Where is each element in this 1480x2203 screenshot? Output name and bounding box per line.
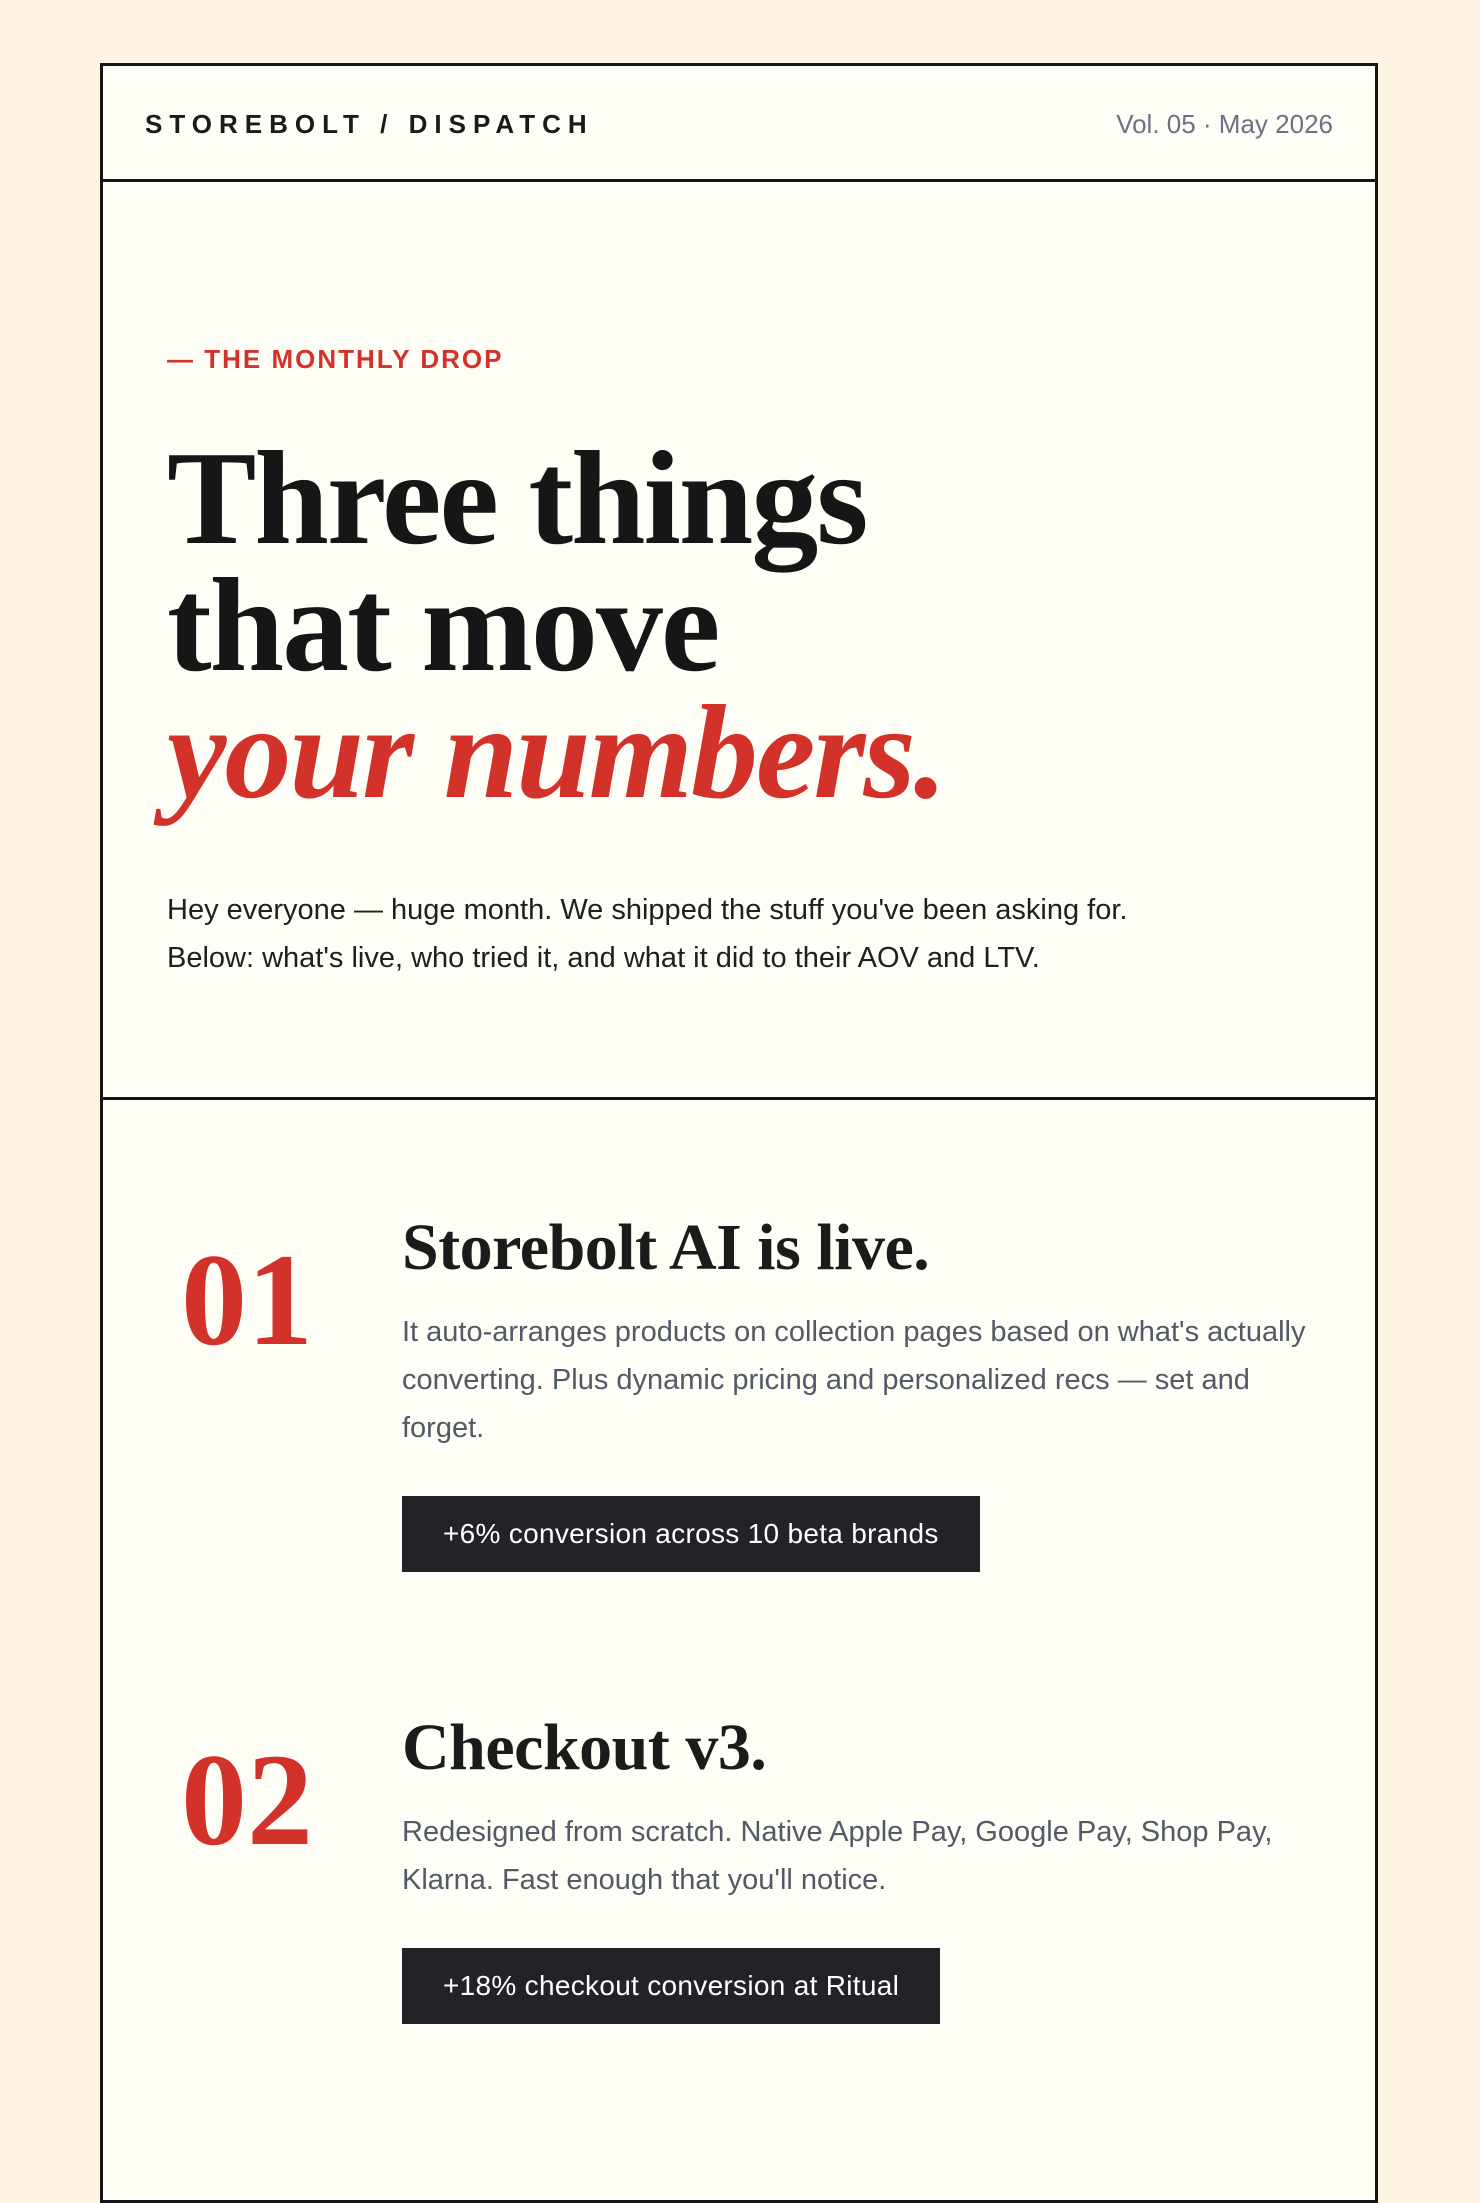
feature-body [402,1208,1322,1572]
feature-item-checkout [167,1708,1311,2024]
intro-text [167,886,1267,982]
headline-line-3-accent: your numbers. [167,678,946,826]
feature-body [402,1708,1322,2024]
headline-line-1: Three things [167,424,867,572]
stat-badge: +6% conversion across 10 beta brands [402,1496,980,1572]
feature-item-ai [167,1208,1311,1572]
intro-line-1: Hey everyone — huge month. We shipped the stuff you've been asking for. [167,894,1128,926]
brand-name: STOREBOLT / DISPATCH [145,109,594,139]
feature-title: Checkout v3. [402,1711,767,1784]
intro-line-2: Below: what's live, who tried it, and what it did to their AOV and LTV. [167,942,1040,974]
headline [167,424,1311,826]
feature-title: Storebolt AI is live. [402,1211,930,1284]
newsletter-card [100,63,1378,2203]
newsletter-header [103,66,1375,182]
feature-description: It auto-arranges products on collection pages based on what's actually converting. Plus dynamic pricing and personalized recs — set and forget. [402,1316,1306,1444]
hero-section [103,182,1375,1100]
feature-number: 01 [181,1226,313,1373]
feature-number: 02 [181,1726,313,1873]
stat-badge: +18% checkout conversion at Ritual [402,1948,940,2024]
eyebrow-label: — THE MONTHLY DROP [167,344,504,374]
headline-line-2: that move [167,551,719,699]
features-section [103,1100,1375,2024]
issue-date: Vol. 05 · May 2026 [1116,109,1333,139]
feature-description: Redesigned from scratch. Native Apple Pay, Google Pay, Shop Pay, Klarna. Fast enough that you'll notice. [402,1816,1273,1896]
